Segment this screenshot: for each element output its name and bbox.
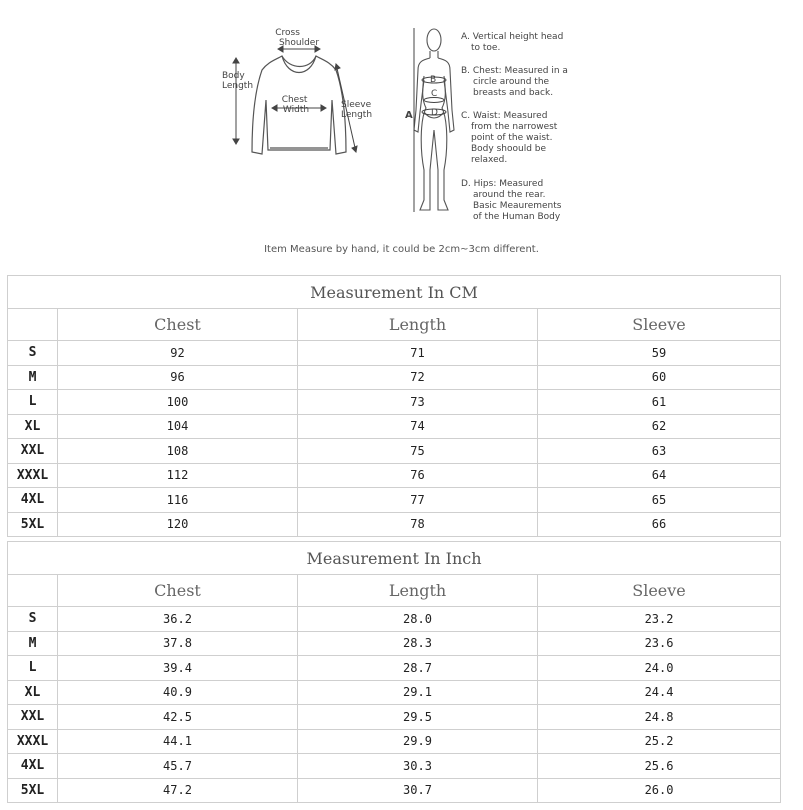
note-d-line-1: D. Hips: Measured [461,179,544,189]
sleeve-cell: 25.6 [538,754,781,779]
size-table-inch [7,541,781,803]
chest-width-line-1: Chest [281,95,308,105]
sleeve-cell: 23.2 [538,607,781,632]
chest-cell: 92 [58,341,298,366]
note-d-line-4: of the Human Body [473,212,561,222]
note-a [461,32,566,53]
sleeve-cell: 65 [538,488,781,513]
note-c-line-5: relaxed. [471,155,508,165]
sleeve-length-line-2: Length [341,110,373,120]
length-cell: 28.7 [298,656,538,681]
header-sleeve: Sleeve [538,309,781,341]
cross-shoulder-line-2: Shoulder [278,38,320,48]
table-row [8,705,781,730]
header-sleeve: Sleeve [538,575,781,607]
sleeve-cell: 63 [538,439,781,464]
note-b-line-1: B. Chest: Measured in a [461,66,568,76]
size-cell: XXXL [8,463,58,488]
table-row [8,512,781,537]
marker-d: D [431,108,438,118]
chest-cell: 37.8 [58,631,298,656]
chest-cell: 36.2 [58,607,298,632]
length-cell: 77 [298,488,538,513]
human-figure [414,29,454,210]
sleeve-length-label [341,100,374,120]
sleeve-cell: 24.8 [538,705,781,730]
length-cell: 78 [298,512,538,537]
size-cell: XL [8,414,58,439]
size-cell: S [8,607,58,632]
table-row [8,778,781,803]
table-row [8,365,781,390]
chest-cell: 96 [58,365,298,390]
length-cell: 73 [298,390,538,415]
size-table-cm [7,275,781,537]
measurement-diagram [0,0,803,270]
note-a-line-1: A. Vertical height head [461,32,564,42]
header-size [8,575,58,607]
size-cell: 4XL [8,754,58,779]
length-cell: 30.3 [298,754,538,779]
table-row [8,439,781,464]
table-row [8,488,781,513]
body-length-label [222,71,253,91]
size-cell: XXL [8,705,58,730]
note-b-line-3: breasts and back. [473,88,554,98]
length-cell: 71 [298,341,538,366]
body-length-line-1: Body [222,71,245,81]
size-cell: L [8,656,58,681]
header-chest: Chest [58,309,298,341]
sleeve-cell: 61 [538,390,781,415]
table-title: Measurement In Inch [8,542,781,575]
chest-cell: 44.1 [58,729,298,754]
length-cell: 74 [298,414,538,439]
chest-cell: 116 [58,488,298,513]
table-row [8,631,781,656]
note-c-line-4: Body shoould be [471,144,547,154]
cross-shoulder-line-1: Cross [275,28,300,38]
sleeve-cell: 24.0 [538,656,781,681]
size-cell: 5XL [8,778,58,803]
table-row [8,754,781,779]
length-cell: 76 [298,463,538,488]
header-length: Length [298,575,538,607]
cross-shoulder-label [275,28,319,48]
chest-width-label [282,95,311,115]
marker-b: B [430,75,437,85]
length-cell: 29.5 [298,705,538,730]
table-row [8,341,781,366]
note-d [461,179,564,222]
table-row [8,656,781,681]
table-row [8,463,781,488]
size-cell: XL [8,680,58,705]
chest-cell: 47.2 [58,778,298,803]
table-row [8,414,781,439]
sleeve-cell: 59 [538,341,781,366]
size-cell: M [8,365,58,390]
sleeve-cell: 62 [538,414,781,439]
sleeve-cell: 25.2 [538,729,781,754]
sleeve-cell: 66 [538,512,781,537]
chest-cell: 112 [58,463,298,488]
note-c-line-2: from the narrowest [471,122,558,132]
sleeve-cell: 26.0 [538,778,781,803]
header-size [8,309,58,341]
header-length: Length [298,309,538,341]
note-c-line-3: point of the waist. [471,133,553,143]
length-cell: 75 [298,439,538,464]
length-cell: 29.9 [298,729,538,754]
size-cell: XXL [8,439,58,464]
header-chest: Chest [58,575,298,607]
length-cell: 30.7 [298,778,538,803]
note-d-line-3: Basic Meaurements [473,201,562,211]
chest-cell: 120 [58,512,298,537]
table-row [8,390,781,415]
size-cell: 4XL [8,488,58,513]
sleeve-cell: 64 [538,463,781,488]
chest-cell: 40.9 [58,680,298,705]
note-d-line-2: around the rear. [473,190,546,200]
note-c-line-1: C. Waist: Measured [461,111,548,121]
sleeve-cell: 23.6 [538,631,781,656]
chest-cell: 100 [58,390,298,415]
marker-a: A [405,110,413,121]
table-row [8,680,781,705]
chest-cell: 45.7 [58,754,298,779]
measurement-note: Item Measure by hand, it could be 2cm~3cm different. [264,244,539,255]
note-b-line-2: circle around the [473,77,550,87]
marker-c: C [431,89,438,99]
sleeve-cell: 24.4 [538,680,781,705]
body-length-line-2: Length [222,81,254,91]
length-cell: 72 [298,365,538,390]
table-title: Measurement In CM [8,276,781,309]
sleeve-length-line-1: Sleeve [341,100,372,110]
length-cell: 29.1 [298,680,538,705]
chest-width-line-2: Width [282,105,310,115]
table-row [8,729,781,754]
note-a-line-2: to toe. [471,43,501,53]
chest-cell: 39.4 [58,656,298,681]
table-row [8,607,781,632]
chest-cell: 42.5 [58,705,298,730]
size-cell: L [8,390,58,415]
size-cell: XXXL [8,729,58,754]
size-cell: S [8,341,58,366]
length-cell: 28.3 [298,631,538,656]
size-cell: M [8,631,58,656]
note-c [461,111,560,165]
chest-cell: 108 [58,439,298,464]
size-cell: 5XL [8,512,58,537]
chest-cell: 104 [58,414,298,439]
sleeve-cell: 60 [538,365,781,390]
note-b [461,66,571,98]
length-cell: 28.0 [298,607,538,632]
